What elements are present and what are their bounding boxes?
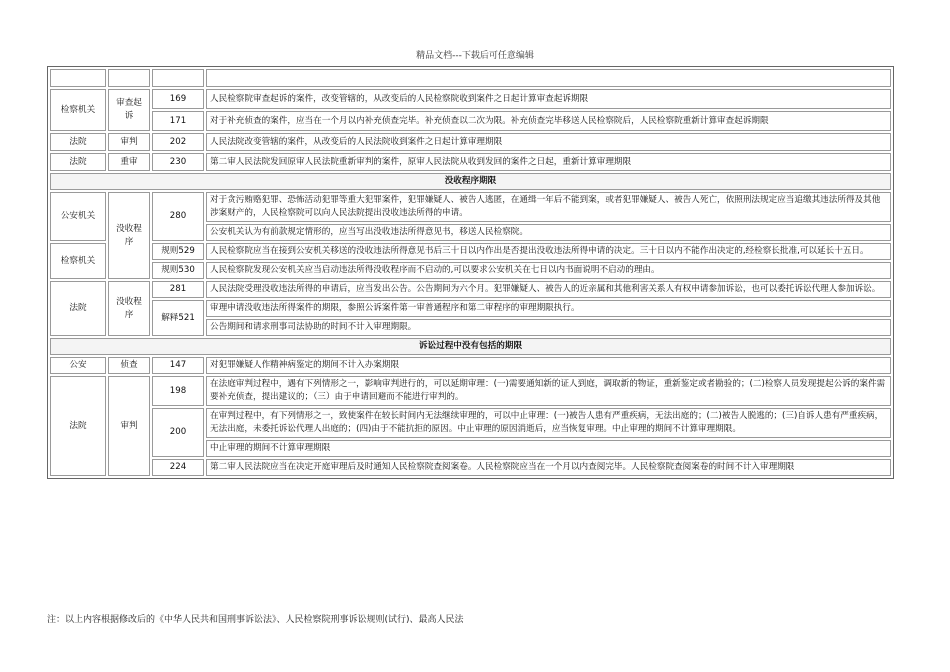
text-cell: 人民法院受理没收违法所得的申请后，应当发出公告。公告期间为六个月。犯罪嫌疑人、被告人的近亲属和其他利害关系人有权申请参加诉讼，也可以委托诉讼代理人参加诉讼。 <box>206 281 891 298</box>
article-cell: 169 <box>152 89 204 109</box>
stage-cell: 没收程序 <box>108 281 150 336</box>
text-cell: 在法庭审判过程中，遇有下列情形之一，影响审判进行的，可以延期审理：(一)需要通知新的证人到庭，调取新的物证，重新鉴定或者勘验的；(二)检察人员发现提起公诉的案件需要补充侦查，提出建议的；（三）由于申请回避而不能进行审判的。 <box>206 376 891 406</box>
stage-cell: 重审 <box>108 153 150 171</box>
article-cell: 171 <box>152 111 204 131</box>
org-cell: 公安机关 <box>50 192 106 241</box>
table-row <box>50 173 891 190</box>
article-cell: 198 <box>152 376 204 406</box>
article-cell: 规则530 <box>152 262 204 279</box>
table-row <box>50 408 891 438</box>
text-cell: 在审判过程中，有下列情形之一，致使案件在较长时间内无法继续审理的，可以中止审理：(一)被告人患有严重疾病，无法出庭的；(二)被告人脱逃的；(三)自诉人患有严重疾病，无法出庭，未委托诉讼代理人出庭的；(四)由于不能抗拒的原因。中止审理的原因消逝后，应当恢复审理。中止审理的期间不计算审理期限。 <box>206 408 891 438</box>
text-cell: 对于补充侦查的案件，应当在一个月以内补充侦查完毕。补充侦查以二次为限。补充侦查完毕移送人民检察院后，人民检察院重新计算审查起诉期限 <box>206 111 891 131</box>
text-cell: 公告期间和请求刑事司法协助的时间不计入审理期限。 <box>206 319 891 336</box>
article-cell: 202 <box>152 133 204 151</box>
article-cell: 解释521 <box>152 300 204 336</box>
stage-cell: 侦查 <box>108 357 150 374</box>
stage-cell: 审查起诉 <box>108 89 150 131</box>
text-cell: 审理申请没收违法所得案件的期限，参照公诉案件第一审普通程序和第二审程序的审理期限执行。 <box>206 300 891 317</box>
text-cell: 中止审理的期间不计算审理期限 <box>206 440 891 457</box>
stage-cell: 审判 <box>108 376 150 476</box>
table-row <box>50 243 891 260</box>
org-cell: 检察机关 <box>50 243 106 279</box>
org-cell: 法院 <box>50 133 106 151</box>
table-row <box>50 69 891 87</box>
table-row <box>50 153 891 171</box>
table-row <box>50 262 891 279</box>
table-row <box>50 338 891 355</box>
org-cell: 检察机关 <box>50 89 106 131</box>
text-cell: 第二审人民法院应当在决定开庭审理后及时通知人民检察院查阅案卷。人民检察院应当在一个月以内查阅完毕。人民检察院查阅案卷的时间不计入审理期限 <box>206 459 891 476</box>
org-cell: 法院 <box>50 153 106 171</box>
text-cell: 人民检察院应当在接到公安机关移送的没收违法所得意见书后三十日以内作出是否提出没收违法所得申请的决定。三十日以内不能作出决定的,经检察长批准,可以延长十五日。 <box>206 243 891 260</box>
stage-cell: 没收程序 <box>108 192 150 279</box>
text-cell: 公安机关认为有前款规定情形的，应当写出没收违法所得意见书，移送人民检察院。 <box>206 224 891 241</box>
article-cell: 281 <box>152 281 204 298</box>
article-cell: 规则529 <box>152 243 204 260</box>
text-cell: 对于贪污贿赂犯罪、恐怖活动犯罪等重大犯罪案件，犯罪嫌疑人、被告人逃匿，在通缉一年后不能到案，或者犯罪嫌疑人、被告人死亡，依照刑法规定应当追缴其违法所得及其他涉案财产的，人民检察院可以向人民法院提出没收违法所得的申请。 <box>206 192 891 222</box>
org-cell: 公安 <box>50 357 106 374</box>
page-header: 精品文档---下载后可任意编辑 <box>416 51 534 61</box>
footnote: 注：以上内容根据修改后的《中华人民共和国刑事诉讼法》、人民检察院刑事诉讼规则(试行)、最高人民法 <box>47 615 464 625</box>
table-row <box>50 300 891 317</box>
text-cell: 对犯罪嫌疑人作精神病鉴定的期间不计入办案期限 <box>206 357 891 374</box>
section-heading: 没收程序期限 <box>50 173 891 190</box>
table-row <box>50 357 891 374</box>
text-cell: 人民检察院发现公安机关应当启动违法所得没收程序而不启动的,可以要求公安机关在七日以内书面说明不启动的理由。 <box>206 262 891 279</box>
text-cell: 第二审人民法院发回原审人民法院重新审判的案件，原审人民法院从收到发回的案件之日起，重新计算审理期限 <box>206 153 891 171</box>
table-row <box>50 133 891 151</box>
article-cell: 230 <box>152 153 204 171</box>
article-cell: 147 <box>152 357 204 374</box>
table-row <box>50 459 891 476</box>
law-table <box>47 66 894 479</box>
article-cell: 280 <box>152 192 204 241</box>
org-cell: 法院 <box>50 281 106 336</box>
text-cell: 人民法院改变管辖的案件，从改变后的人民法院收到案件之日起计算审理期限 <box>206 133 891 151</box>
table-row <box>50 376 891 406</box>
org-cell: 法院 <box>50 376 106 476</box>
text-cell: 人民检察院审查起诉的案件，改变管辖的，从改变后的人民检察院收到案件之日起计算审查起诉期限 <box>206 89 891 109</box>
stage-cell: 审判 <box>108 133 150 151</box>
table-row <box>50 111 891 131</box>
article-cell: 224 <box>152 459 204 476</box>
table-row <box>50 89 891 109</box>
article-cell: 200 <box>152 408 204 457</box>
table-row <box>50 192 891 222</box>
table-row <box>50 281 891 298</box>
section-heading: 诉讼过程中没有包括的期限 <box>50 338 891 355</box>
